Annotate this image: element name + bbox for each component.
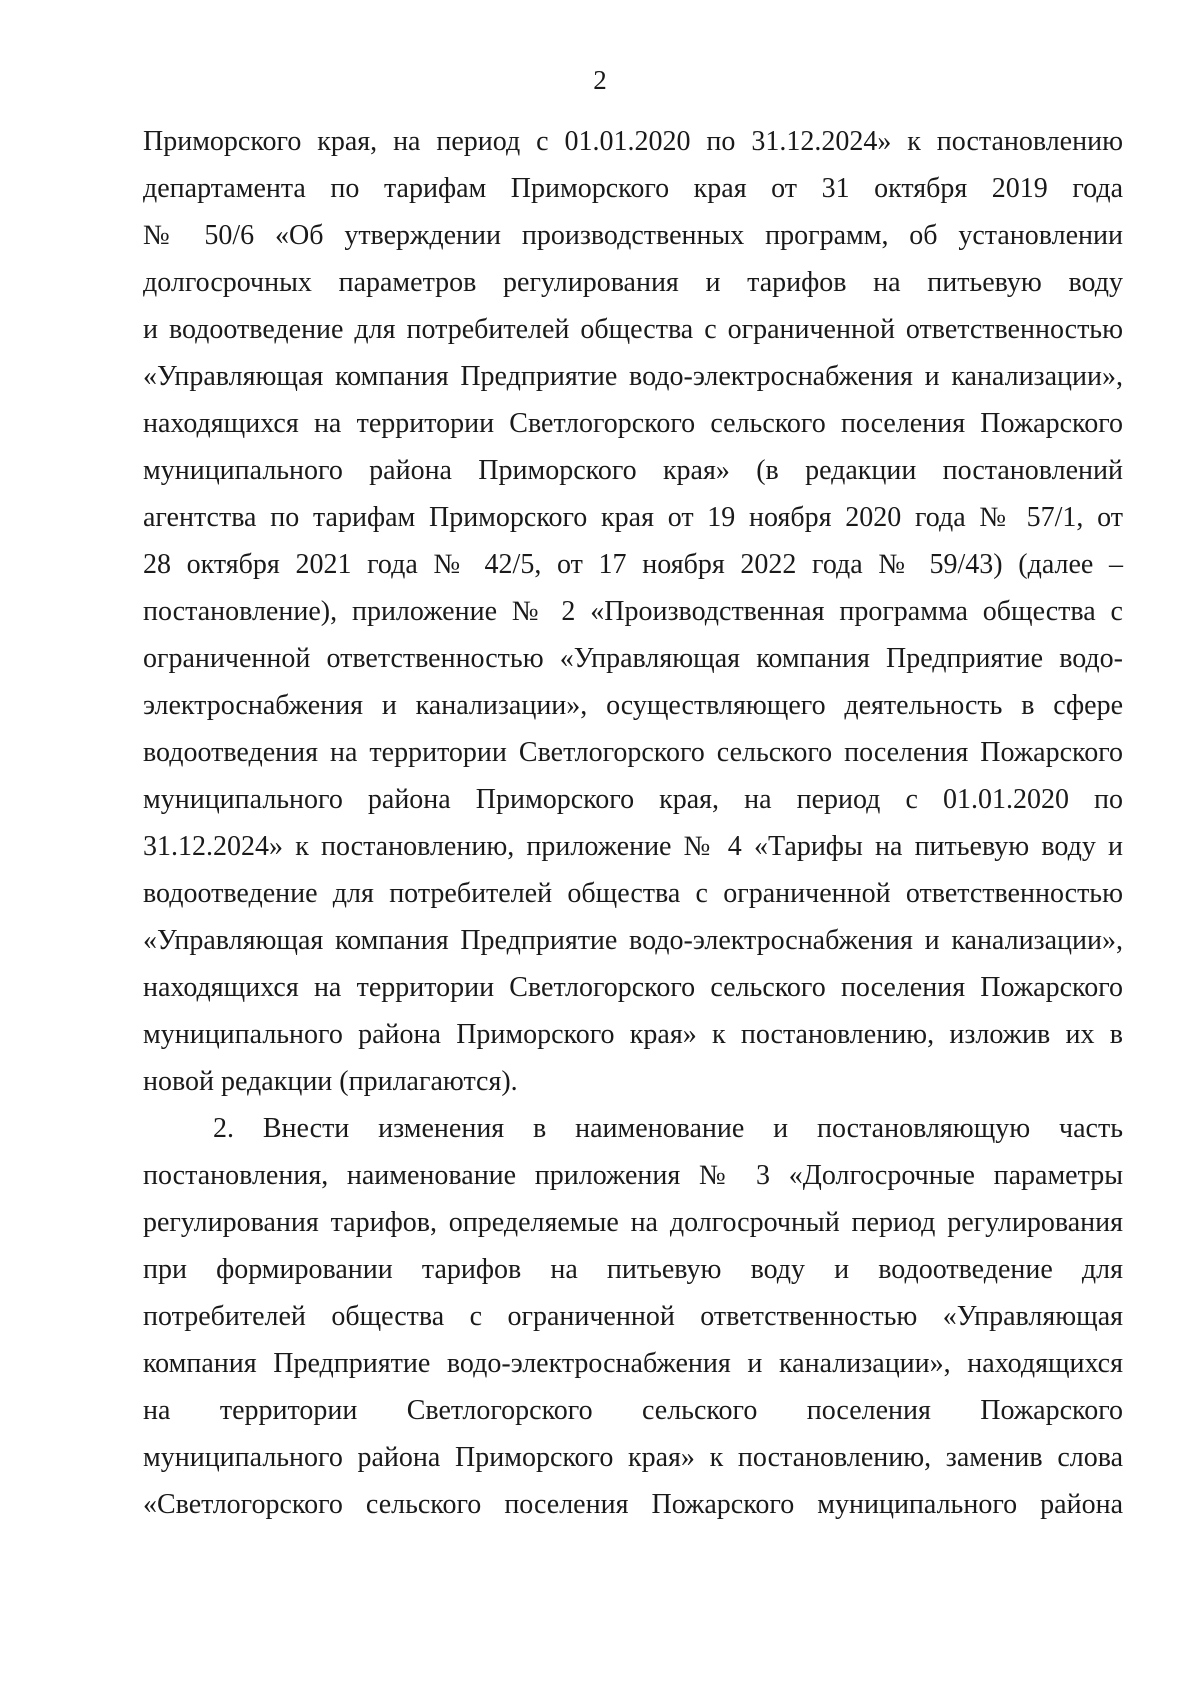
text-line: ограниченной ответственностью «Управляющая компания Предприятие водо-: [143, 643, 1123, 674]
text-line: электроснабжения и канализации», осуществляющего деятельность в сфере: [143, 690, 1123, 721]
text-line: № 50/6 «Об утверждении производственных программ, об установлении: [143, 220, 1123, 251]
text-line: потребителей общества с ограниченной ответственностью «Управляющая: [143, 1301, 1123, 1332]
text-line: 28 октября 2021 года № 42/5, от 17 ноября 2022 года № 59/43) (далее –: [143, 549, 1123, 580]
text-line: компания Предприятие водо-электроснабжения и канализации», находящихся: [143, 1348, 1123, 1379]
text-line: постановления, наименование приложения № 3 «Долгосрочные параметры: [143, 1160, 1123, 1191]
text-line: долгосрочных параметров регулирования и тарифов на питьевую воду: [143, 267, 1123, 298]
text-line: водоотведение для потребителей общества с ограниченной ответственностью: [143, 878, 1123, 909]
page-number: 2: [593, 65, 607, 95]
text-line: находящихся на территории Светлогорского сельского поселения Пожарского: [143, 408, 1123, 439]
text-line: «Светлогорского сельского поселения Пожарского муниципального района: [143, 1489, 1123, 1520]
document-body: [143, 118, 1123, 1528]
text-line: находящихся на территории Светлогорского сельского поселения Пожарского: [143, 972, 1123, 1003]
text-line: постановление), приложение № 2 «Производственная программа общества с: [143, 596, 1123, 627]
text-line: 31.12.2024» к постановлению, приложение № 4 «Тарифы на питьевую воду и: [143, 831, 1123, 862]
text-line: на территории Светлогорского сельского поселения Пожарского: [143, 1395, 1123, 1426]
text-line: 2. Внести изменения в наименование и постановляющую часть: [213, 1113, 1123, 1144]
text-line: муниципального района Приморского края» к постановлению, изложив их в: [143, 1019, 1123, 1050]
text-line: новой редакции (прилагаются).: [143, 1066, 518, 1097]
text-line: муниципального района Приморского края» к постановлению, заменив слова: [143, 1442, 1123, 1473]
text-line: муниципального района Приморского края, на период с 01.01.2020 по: [143, 784, 1123, 815]
paragraph-2: [143, 1105, 1123, 1528]
paragraph-1: [143, 118, 1123, 1105]
text-line: водоотведения на территории Светлогорского сельского поселения Пожарского: [143, 737, 1123, 768]
text-line: «Управляющая компания Предприятие водо-электроснабжения и канализации»,: [143, 925, 1123, 956]
text-line: регулирования тарифов, определяемые на долгосрочный период регулирования: [143, 1207, 1123, 1238]
text-line: Приморского края, на период с 01.01.2020 по 31.12.2024» к постановлению: [143, 126, 1123, 157]
text-line: департамента по тарифам Приморского края от 31 октября 2019 года: [143, 173, 1123, 204]
text-line: муниципального района Приморского края» (в редакции постановлений: [143, 455, 1123, 486]
text-line: при формировании тарифов на питьевую воду и водоотведение для: [143, 1254, 1123, 1285]
text-line: «Управляющая компания Предприятие водо-электроснабжения и канализации»,: [143, 361, 1123, 392]
text-line: и водоотведение для потребителей общества с ограниченной ответственностью: [143, 314, 1123, 345]
text-line: агентства по тарифам Приморского края от 19 ноября 2020 года № 57/1, от: [143, 502, 1123, 533]
